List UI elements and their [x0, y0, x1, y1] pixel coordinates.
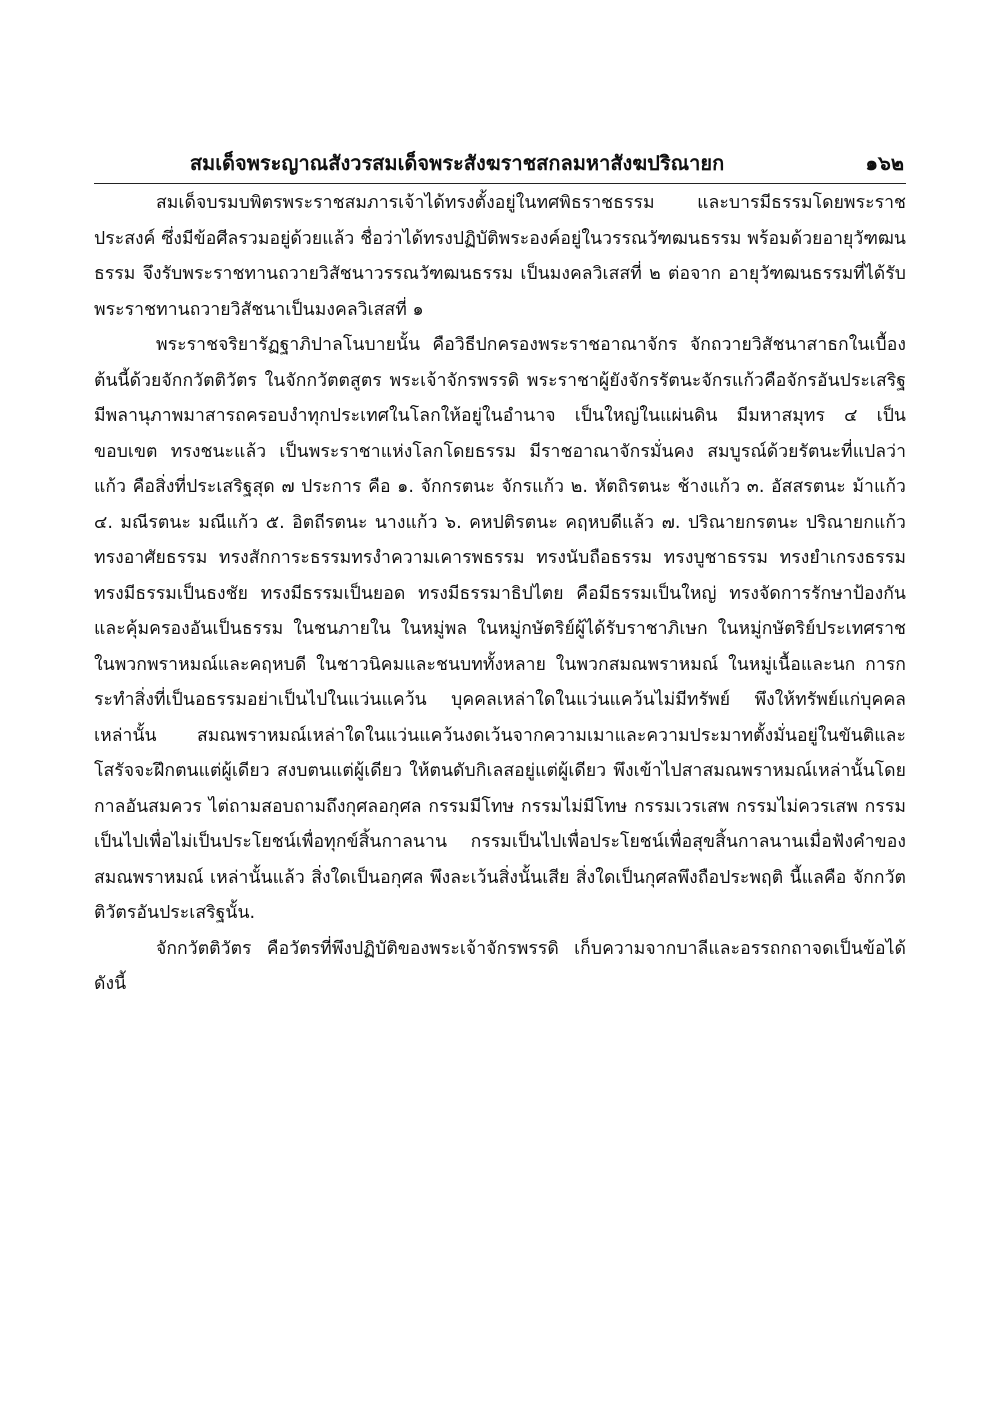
header-divider: [94, 183, 906, 184]
running-header: [94, 146, 906, 180]
header-title: สมเด็จพระญาณสังวรสมเด็จพระสังฆราชสกลมหาสังฆปริณายก: [189, 151, 725, 175]
paragraph: พระราชจริยารัฏฐาภิปาลโนบายนั้น คือวิธีปกครองพระราชอาณาจักร จักถวายวิสัชนาสาธกในเบื้องต้นนี้ด้วยจักกวัตติวัตร ในจักกวัตตสูตร พระเจ้าจักรพรรดิ พระราชาผู้ยังจักรรัตนะจักรแก้วคือจักรอันประเสริฐ มีพลานุภาพมาสารถครอบงำทุกประเทศในโลกให้อยู่ในอำนาจ เป็นใหญ่ในแผ่นดิน มีมหาสมุทร ๔ เป็นขอบเขต ทรงชนะแล้ว เป็นพระราชาแห่งโลกโดยธรรม มีราชอาณาจักรมั่นคง สมบูรณ์ด้วยรัตนะที่แปลว่า แก้ว คือสิ่งที่ประเสริฐสุด ๗ ประการ คือ ๑. จักกรตนะ จักรแก้ว ๒. หัตถิรตนะ ช้างแก้ว ๓. อัสสรตนะ ม้าแก้ว ๔. มณีรตนะ มณีแก้ว ๕. อิตถีรตนะ นางแก้ว ๖. คหปติรตนะ คฤหบดีแล้ว ๗. ปริณายกรตนะ ปริณายกแก้ว ทรงอาศัยธรรม ทรงสักการะธรรมทรงำความเคารพธรรม ทรงนับถือธรรม ทรงบูชาธรรม ทรงยำเกรงธรรม ทรงมีธรรมเป็นธงชัย ทรงมีธรรมเป็นยอด ทรงมีธรรมาธิปไตย คือมีธรรมเป็นใหญ่ ทรงจัดการรักษาป้องกันและคุ้มครองอันเป็นธรรม ในชนภายใน ในหมู่พล ในหมู่กษัตริย์ผู้ได้รับราชาภิเษก ในหมู่กษัตริย์ประเทศราช ในพวกพราหมณ์และคฤหบดี ในชาวนิคมและชนบททั้งหลาย ในพวกสมณพราหมณ์ ในหมู่เนื้อและนก การกระทำสิ่งที่เป็นอธรรมอย่าเป็นไปในแว่นแคว้น บุคคลเหล่าใดในแว่นแคว้นไม่มีทรัพย์ พึงให้ทรัพย์แก่บุคคลเหล่านั้น สมณพราหมณ์เหล่าใดในแว่นแคว้นงดเว้นจากความเมาและความประมาทตั้งมั่นอยู่ในขันติและโสรัจจะฝึกตนแต่ผู้เดียว สงบตนแต่ผู้เดียว ให้ตนดับกิเลสอยู่แต่ผู้เดียว พึงเข้าไปสาสมณพราหมณ์เหล่านั้นโดยกาลอันสมควร ไต่ถามสอบถามถึงกุศลอกุศล กรรมมีโทษ กรรมไม่มีโทษ กรรมเวรเสพ กรรมไม่ควรเสพ กรรมเป็นไปเพื่อไม่เป็นประโยชน์เพื่อทุกข์สิ้นกาลนาน กรรมเป็นไปเพื่อประโยชน์เพื่อสุขสิ้นกาลนานเมื่อฟังคำของสมณพราหมณ์ เหล่านั้นแล้ว สิ่งใดเป็นอกุศล พึงละเว้นสิ่งนั้นเสีย สิ่งใดเป็นกุศลพึงถือประพฤติ นี้แลคือ จักกวัตติวัตรอันประเสริฐนั้น.: [94, 335, 906, 923]
paragraph: จักกวัตติวัตร คือวัตรที่พึงปฏิบัติของพระเจ้าจักรพรรดิ เก็บความจากบาลีและอรรถกถาจดเป็นข้อได้ ดังนี้: [94, 938, 906, 994]
body-text: [94, 186, 906, 1003]
paragraph: สมเด็จบรมบพิตรพระราชสมภารเจ้าได้ทรงตั้งอยู่ในทศพิธราชธรรม และบารมีธรรมโดยพระราชประสงค์ ซึ่งมีข้อศีลรวมอยู่ด้วยแล้ว ชื่อว่าได้ทรงปฏิบัติพระองค์อยู่ในวรรณวัฑฒนธรรม พร้อมด้วยอายุวัฑฒนธรรม จึงรับพระราชทานถวายวิสัชนาวรรณวัฑฒนธรรม เป็นมงคลวิเสสที่ ๒ ต่อจาก อายุวัฑฒนธรรมที่ได้รับพระราชทานถวายวิสัชนาเป็นมงคลวิเสสที่ ๑: [94, 193, 906, 320]
page-number: ๑๖๒: [865, 151, 904, 175]
